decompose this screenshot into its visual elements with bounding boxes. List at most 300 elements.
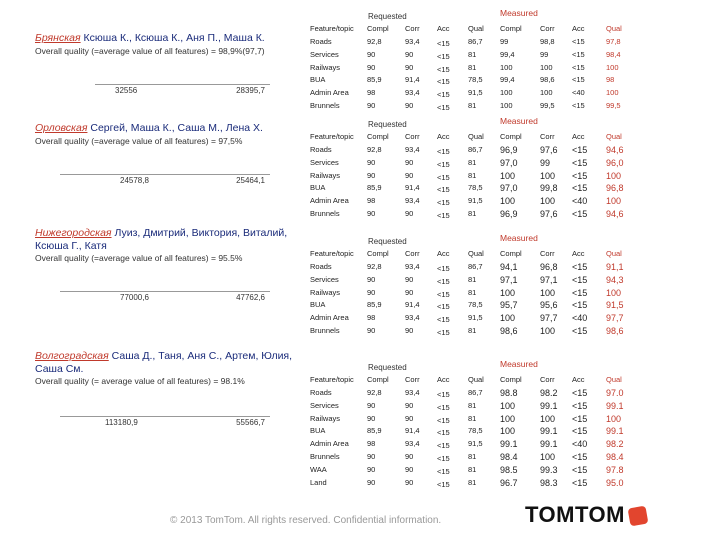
- left-value: 24578,8: [120, 176, 149, 185]
- table-cell: <40: [572, 88, 585, 98]
- table-cell: 81: [468, 62, 477, 72]
- column-header: Acc: [572, 375, 585, 384]
- table-cell: 91,5: [468, 439, 483, 449]
- overall-quality: Overall quality (=average value of all features) = 97,5%: [35, 136, 243, 146]
- table-cell: <15: [572, 183, 588, 194]
- table-cell: 81: [468, 170, 477, 180]
- table-cell: 95,6: [540, 300, 558, 311]
- table-cell: 98.4: [606, 452, 624, 462]
- table-cell: <15: [437, 264, 450, 273]
- table-cell: <40: [572, 313, 588, 324]
- table-cell: 90: [405, 274, 414, 284]
- row-label: Roads: [310, 37, 332, 46]
- table-cell: <15: [437, 402, 450, 412]
- table-cell: 86,7: [468, 388, 483, 397]
- group-title: [35, 32, 295, 45]
- row-label: Admin Area: [310, 196, 349, 206]
- row-label: Services: [310, 274, 339, 284]
- row-label: WAA: [310, 464, 327, 474]
- row-label: Services: [310, 49, 339, 59]
- table-cell: 96,9: [500, 209, 518, 219]
- table-cell: 99.1: [540, 439, 558, 450]
- table-cell: 86,7: [468, 262, 483, 271]
- row-label: BUA: [310, 75, 326, 85]
- table-cell: 100: [540, 452, 556, 462]
- table-cell: <15: [572, 274, 588, 285]
- table-cell: 91,4: [405, 183, 420, 193]
- right-value: 47762,6: [236, 293, 265, 302]
- row-label: Railways: [310, 413, 341, 423]
- table-cell: 94,3: [606, 274, 624, 285]
- table-cell: 97.8: [606, 464, 624, 475]
- table-cell: 92,8: [367, 388, 382, 397]
- table-cell: <15: [572, 464, 588, 475]
- row-label: Roads: [310, 262, 332, 271]
- table-cell: 81: [468, 413, 477, 423]
- table-cell: 98: [367, 88, 376, 98]
- column-header: Acc: [437, 132, 450, 141]
- table-cell: <15: [437, 276, 450, 286]
- table-cell: 90: [367, 274, 376, 284]
- table-cell: <15: [572, 62, 585, 72]
- table-cell: 91,5: [468, 313, 483, 323]
- table-cell: <15: [437, 39, 450, 48]
- table-cell: 99.1: [500, 439, 518, 450]
- hand-icon: [628, 506, 649, 527]
- table-cell: <15: [437, 315, 450, 325]
- overall-quality: Overall quality (=average value of all features) = 95.5%: [35, 253, 243, 263]
- measured-header: Measured: [500, 233, 538, 243]
- table-cell: 90: [405, 62, 414, 72]
- table-cell: <15: [437, 428, 450, 438]
- left-value: 32556: [115, 86, 138, 95]
- requested-header: Requested: [368, 237, 407, 246]
- column-header: Acc: [437, 249, 450, 258]
- table-cell: 100: [606, 413, 622, 424]
- table-cell: <15: [437, 328, 450, 337]
- table-cell: 99.1: [540, 400, 558, 411]
- table-cell: 81: [468, 101, 477, 110]
- table-cell: <15: [572, 300, 588, 311]
- table-cell: 100: [540, 326, 556, 336]
- measured-header: Measured: [500, 116, 538, 126]
- column-header: Acc: [437, 24, 450, 33]
- table-cell: <15: [572, 452, 588, 462]
- table-cell: 100: [500, 62, 513, 72]
- table-cell: 97.0: [606, 388, 624, 398]
- table-cell: 92,8: [367, 262, 382, 271]
- table-cell: 98.8: [500, 388, 518, 398]
- tomtom-logo: [525, 502, 647, 528]
- table-cell: 96,9: [500, 145, 518, 155]
- table-cell: 90: [367, 101, 376, 110]
- row-label: Services: [310, 400, 339, 410]
- table-cell: 98.5: [500, 464, 518, 475]
- group-title: [35, 122, 295, 135]
- table-cell: 90: [367, 477, 376, 487]
- table-cell: 90: [367, 413, 376, 423]
- table-cell: 90: [405, 157, 414, 167]
- table-cell: <15: [437, 198, 450, 208]
- table-cell: 100: [540, 170, 556, 181]
- column-header: Corr: [405, 132, 420, 141]
- region-name: Брянская: [35, 32, 81, 44]
- table-cell: 93,4: [405, 388, 420, 397]
- table-cell: 90: [405, 464, 414, 474]
- column-header: Qual: [606, 375, 622, 384]
- table-cell: 90: [405, 170, 414, 180]
- table-cell: 98: [367, 439, 376, 449]
- table-cell: <15: [437, 441, 450, 451]
- table-cell: <15: [437, 289, 450, 299]
- table-cell: 100: [500, 413, 516, 424]
- table-cell: 100: [606, 88, 619, 98]
- table-cell: 100: [606, 287, 622, 298]
- table-cell: 99.1: [540, 426, 558, 437]
- table-cell: 99,4: [500, 49, 515, 59]
- table-cell: <15: [572, 157, 588, 168]
- table-cell: 99,5: [606, 101, 621, 110]
- measured-header: Measured: [500, 359, 538, 369]
- row-label: Brunnels: [310, 452, 340, 461]
- table-cell: 90: [405, 452, 414, 461]
- table-cell: <15: [572, 262, 588, 272]
- table-cell: 85,9: [367, 426, 382, 436]
- column-header: Qual: [468, 24, 484, 33]
- row-label: Roads: [310, 145, 332, 154]
- table-cell: <15: [572, 413, 588, 424]
- region-name: Нижегородская: [35, 227, 112, 239]
- table-cell: 99,4: [500, 75, 515, 85]
- table-cell: 100: [500, 426, 516, 437]
- column-header: Qual: [468, 249, 484, 258]
- measured-header: Measured: [500, 8, 538, 18]
- column-header: Acc: [572, 132, 585, 141]
- table-cell: 91,4: [405, 300, 420, 310]
- table-cell: 97,1: [500, 274, 518, 285]
- row-label: Railways: [310, 287, 341, 297]
- row-label: Brunnels: [310, 101, 340, 110]
- table-cell: <15: [437, 479, 450, 489]
- table-cell: 96,8: [606, 183, 624, 194]
- table-cell: 97,8: [606, 37, 621, 46]
- column-header: Qual: [606, 132, 622, 141]
- table-cell: 98,8: [540, 37, 555, 46]
- table-cell: <15: [437, 64, 450, 74]
- column-header: Qual: [468, 375, 484, 384]
- table-cell: 90: [405, 287, 414, 297]
- table-cell: 94,1: [500, 262, 518, 272]
- overall-quality: Overall quality (=average value of all features) = 98,9%(97,7): [35, 46, 265, 56]
- table-cell: 93,4: [405, 196, 420, 206]
- table-cell: 81: [468, 464, 477, 474]
- table-cell: 100: [540, 287, 556, 298]
- region-name: Волгоградская: [35, 350, 109, 362]
- table-cell: 96,0: [606, 157, 624, 168]
- table-cell: 98,6: [540, 75, 555, 85]
- row-label: Services: [310, 157, 339, 167]
- table-cell: 96.7: [500, 477, 518, 488]
- left-value: 77000,6: [120, 293, 149, 302]
- overall-quality: Overall quality (= average value of all features) = 98.1%: [35, 376, 245, 386]
- table-cell: 99.1: [606, 400, 624, 411]
- table-cell: <15: [437, 302, 450, 312]
- table-cell: 100: [540, 413, 556, 424]
- table-cell: <15: [437, 185, 450, 195]
- table-cell: <15: [437, 90, 450, 100]
- table-cell: 90: [405, 477, 414, 487]
- table-cell: <15: [437, 172, 450, 182]
- table-cell: <15: [572, 37, 585, 46]
- table-cell: 98.2: [540, 388, 558, 398]
- table-cell: 92,8: [367, 145, 382, 154]
- table-cell: 100: [500, 313, 516, 324]
- table-cell: 85,9: [367, 183, 382, 193]
- table-cell: <15: [437, 103, 450, 112]
- table-cell: 93,4: [405, 145, 420, 154]
- table-cell: 97,6: [540, 209, 558, 219]
- table-cell: 98,6: [606, 326, 624, 336]
- team-names: Саша Д., Таня, Аня С., Артем, Юлия, Саша См.: [35, 350, 293, 375]
- row-label: Roads: [310, 388, 332, 397]
- table-cell: 78,5: [468, 183, 483, 193]
- row-label: BUA: [310, 300, 326, 310]
- table-cell: 90: [367, 326, 376, 335]
- column-header: Qual: [468, 132, 484, 141]
- table-cell: 99.1: [606, 426, 624, 437]
- column-header: Corr: [540, 132, 555, 141]
- requested-header: Requested: [368, 120, 407, 129]
- column-header: Feature/topic: [310, 375, 354, 384]
- table-cell: 97,1: [540, 274, 558, 285]
- row-label: BUA: [310, 426, 326, 436]
- table-cell: 90: [367, 400, 376, 410]
- table-cell: 97,7: [606, 313, 624, 324]
- column-header: Corr: [405, 375, 420, 384]
- column-header: Compl: [367, 24, 389, 33]
- table-cell: 100: [500, 196, 516, 207]
- row-label: Admin Area: [310, 88, 349, 98]
- column-header: Acc: [437, 375, 450, 384]
- group-title: [35, 350, 295, 376]
- footer-copyright: © 2013 TomTom. All rights reserved. Confidential information.: [170, 515, 442, 526]
- column-header: Compl: [500, 375, 522, 384]
- requested-header: Requested: [368, 12, 407, 21]
- table-cell: 90: [405, 413, 414, 423]
- table-cell: 81: [468, 477, 477, 487]
- column-header: Feature/topic: [310, 132, 354, 141]
- table-cell: 85,9: [367, 300, 382, 310]
- table-cell: 81: [468, 326, 477, 335]
- table-cell: 81: [468, 452, 477, 461]
- table-cell: 99.3: [540, 464, 558, 475]
- table-cell: 93,4: [405, 439, 420, 449]
- table-cell: 90: [367, 452, 376, 461]
- column-header: Feature/topic: [310, 249, 354, 258]
- table-cell: 90: [405, 326, 414, 335]
- table-cell: 78,5: [468, 300, 483, 310]
- table-cell: 81: [468, 49, 477, 59]
- column-header: Acc: [572, 24, 585, 33]
- table-cell: 81: [468, 274, 477, 284]
- right-value: 55566,7: [236, 418, 265, 427]
- table-cell: <15: [437, 77, 450, 87]
- table-cell: <15: [572, 145, 588, 155]
- table-cell: 90: [367, 209, 376, 218]
- column-header: Corr: [405, 249, 420, 258]
- group-title: [35, 227, 295, 253]
- table-cell: <15: [572, 209, 588, 219]
- table-cell: 93,4: [405, 313, 420, 323]
- table-cell: 100: [500, 170, 516, 181]
- table-cell: 81: [468, 209, 477, 218]
- table-cell: <15: [437, 147, 450, 156]
- team-names: Луиз, Дмитрий, Виктория, Виталий, Ксюша Г., Катя: [35, 227, 288, 252]
- table-cell: 90: [405, 101, 414, 110]
- table-cell: 81: [468, 287, 477, 297]
- table-cell: 98.4: [500, 452, 518, 462]
- value-bar: [60, 291, 270, 304]
- column-header: Corr: [540, 375, 555, 384]
- table-cell: 97,7: [540, 313, 558, 324]
- table-cell: 98: [367, 313, 376, 323]
- table-cell: 98.3: [540, 477, 558, 488]
- table-cell: <15: [437, 159, 450, 169]
- table-cell: <40: [572, 196, 588, 207]
- table-cell: 93,4: [405, 37, 420, 46]
- table-cell: <15: [437, 466, 450, 476]
- table-cell: 94,6: [606, 145, 624, 155]
- table-cell: <15: [437, 51, 450, 61]
- row-label: Admin Area: [310, 313, 349, 323]
- table-cell: 90: [405, 400, 414, 410]
- table-cell: 94,6: [606, 209, 624, 219]
- table-cell: <15: [572, 477, 588, 488]
- table-cell: <15: [572, 287, 588, 298]
- column-header: Compl: [500, 24, 522, 33]
- table-cell: 90: [367, 464, 376, 474]
- table-cell: 100: [500, 88, 513, 98]
- table-cell: <15: [437, 211, 450, 220]
- value-bar: [60, 174, 270, 187]
- table-cell: 97,0: [500, 183, 518, 194]
- table-cell: 90: [405, 49, 414, 59]
- table-cell: 91,1: [606, 262, 624, 272]
- table-cell: <15: [572, 426, 588, 437]
- row-label: BUA: [310, 183, 326, 193]
- table-cell: 100: [540, 88, 553, 98]
- table-cell: 97,0: [500, 157, 518, 168]
- team-names: Сергей, Маша К., Саша М., Лена Х.: [87, 122, 263, 134]
- table-cell: 91,5: [468, 196, 483, 206]
- table-cell: 81: [468, 400, 477, 410]
- table-cell: 98: [606, 75, 615, 85]
- table-cell: 78,5: [468, 426, 483, 436]
- table-cell: 100: [500, 101, 513, 110]
- table-cell: 93,4: [405, 88, 420, 98]
- logo-text: TOMTOM: [525, 502, 625, 527]
- table-cell: <15: [572, 326, 588, 336]
- table-cell: 95,7: [500, 300, 518, 311]
- table-cell: 100: [606, 196, 622, 207]
- table-cell: 95.0: [606, 477, 624, 488]
- table-cell: <15: [437, 415, 450, 425]
- row-label: Brunnels: [310, 326, 340, 335]
- column-header: Feature/topic: [310, 24, 354, 33]
- table-cell: 90: [367, 62, 376, 72]
- row-label: Brunnels: [310, 209, 340, 218]
- table-cell: 100: [606, 62, 619, 72]
- column-header: Compl: [367, 375, 389, 384]
- right-value: 25464,1: [236, 176, 265, 185]
- table-cell: 86,7: [468, 37, 483, 46]
- table-cell: <15: [572, 170, 588, 181]
- region-name: Орловская: [35, 122, 88, 134]
- table-cell: 91,4: [405, 426, 420, 436]
- table-cell: 91,4: [405, 75, 420, 85]
- table-cell: 100: [606, 170, 622, 181]
- table-cell: 100: [540, 196, 556, 207]
- table-cell: 91,5: [468, 88, 483, 98]
- table-cell: 98,6: [500, 326, 518, 336]
- row-label: Land: [310, 477, 327, 487]
- table-cell: 99,5: [540, 101, 555, 110]
- table-cell: 98,4: [606, 49, 621, 59]
- left-value: 113180,9: [105, 418, 138, 427]
- table-cell: <15: [572, 49, 585, 59]
- table-cell: 86,7: [468, 145, 483, 154]
- table-cell: 90: [367, 49, 376, 59]
- column-header: Compl: [367, 132, 389, 141]
- column-header: Compl: [367, 249, 389, 258]
- table-cell: 85,9: [367, 75, 382, 85]
- table-cell: 99: [500, 37, 509, 46]
- table-cell: 100: [500, 287, 516, 298]
- table-cell: 99: [540, 157, 551, 168]
- column-header: Corr: [540, 24, 555, 33]
- table-cell: 90: [367, 287, 376, 297]
- column-header: Compl: [500, 132, 522, 141]
- table-cell: 100: [500, 400, 516, 411]
- table-cell: 98: [367, 196, 376, 206]
- value-bar: [60, 416, 270, 429]
- table-cell: 81: [468, 157, 477, 167]
- table-cell: 99: [540, 49, 549, 59]
- table-cell: 92,8: [367, 37, 382, 46]
- table-cell: 96,8: [540, 262, 558, 272]
- table-cell: <40: [572, 439, 588, 450]
- table-cell: <15: [572, 388, 588, 398]
- value-bar: [95, 84, 270, 97]
- table-cell: 90: [367, 157, 376, 167]
- table-cell: 97,6: [540, 145, 558, 155]
- table-cell: 91,5: [606, 300, 624, 311]
- table-cell: 78,5: [468, 75, 483, 85]
- column-header: Qual: [606, 249, 622, 258]
- table-cell: 93,4: [405, 262, 420, 271]
- column-header: Acc: [572, 249, 585, 258]
- row-label: Railways: [310, 170, 341, 180]
- column-header: Corr: [405, 24, 420, 33]
- table-cell: 100: [540, 62, 553, 72]
- table-cell: <15: [572, 75, 585, 85]
- team-names: Ксюша К., Ксюша К., Аня П., Маша К.: [80, 32, 265, 44]
- table-cell: 99,8: [540, 183, 558, 194]
- right-value: 28395,7: [236, 86, 265, 95]
- column-header: Corr: [540, 249, 555, 258]
- column-header: Compl: [500, 249, 522, 258]
- table-cell: 90: [367, 170, 376, 180]
